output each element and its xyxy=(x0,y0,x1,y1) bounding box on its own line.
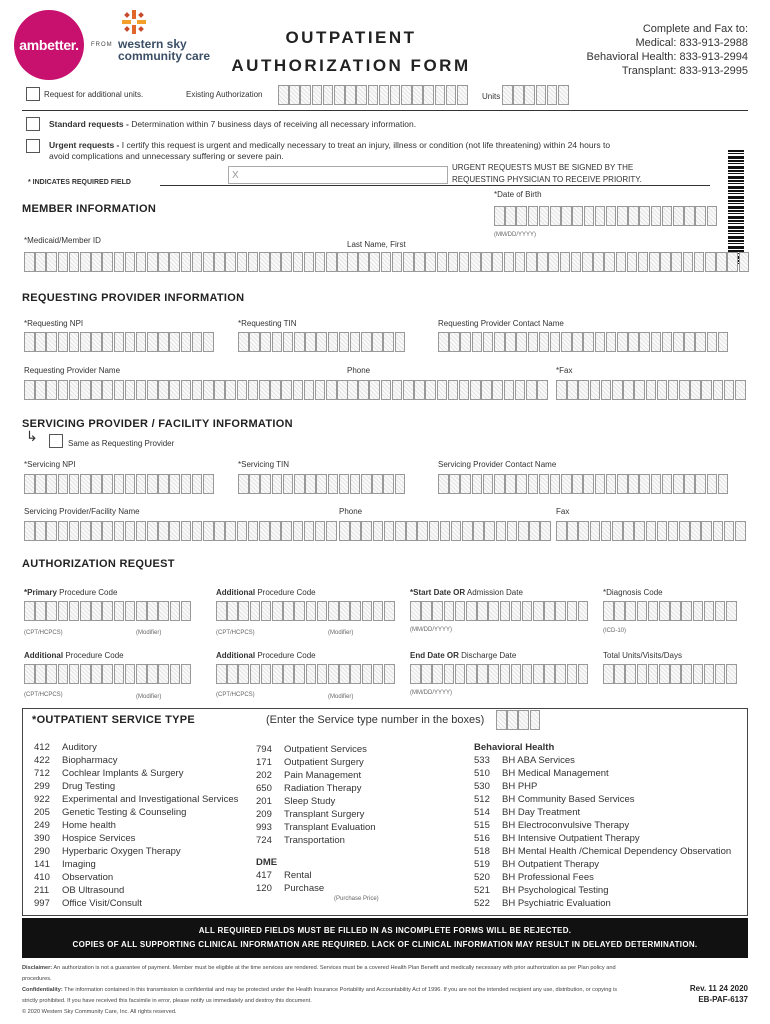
service-item xyxy=(474,897,731,910)
modifier-hint: (Modifier) xyxy=(136,630,162,636)
service-name: Office Visit/Consult xyxy=(62,898,142,909)
service-item xyxy=(256,882,324,895)
service-code: 249 xyxy=(34,820,50,831)
service-item xyxy=(474,819,731,832)
service-code: 417 xyxy=(256,870,272,881)
service-name: Sleep Study xyxy=(284,796,336,807)
servicing-fax-label: Fax xyxy=(556,507,570,516)
dob-input[interactable] xyxy=(494,206,718,226)
service-item xyxy=(474,767,731,780)
service-name: Outpatient Services xyxy=(284,744,367,755)
required-fields-banner: ALL REQUIRED FIELDS MUST BE FILLED IN AS INCOMPLETE FORMS WILL BE REJECTED. COPIES OF ALL SUPPORTING CLINICAL INFORMATION ARE REQUIRED. LACK OF CLINICAL INFORMATION MAY RESULT IN DELAYED DETERMINATION. xyxy=(22,918,748,958)
requesting-fax-input[interactable] xyxy=(556,380,746,400)
service-code: 120 xyxy=(256,883,272,894)
service-name: Biopharmacy xyxy=(62,755,118,766)
additional-procedure-label: Additional Procedure Code xyxy=(216,588,316,597)
additional-procedure-label-3: Additional Procedure Code xyxy=(216,651,316,660)
additional-units-label: Request for additional units. xyxy=(44,90,144,99)
service-code: 997 xyxy=(34,898,50,909)
service-code: 533 xyxy=(474,755,490,766)
additional-procedure-input-1[interactable] xyxy=(216,601,328,621)
servicing-fax-input[interactable] xyxy=(556,521,746,541)
service-code: 712 xyxy=(34,768,50,779)
service-item xyxy=(256,834,376,847)
servicing-provider-heading: SERVICING PROVIDER / FACILITY INFORMATION xyxy=(22,418,293,430)
standard-request-text: Standard requests - Determination within 7 business days of receiving all necessary information. xyxy=(49,119,417,129)
service-code: 724 xyxy=(256,835,272,846)
service-list-col1 xyxy=(34,741,238,910)
service-code: 410 xyxy=(34,872,50,883)
requesting-contact-input[interactable] xyxy=(438,332,729,352)
service-code: 510 xyxy=(474,768,490,779)
dob-format: (MM/DD/YYYY) xyxy=(494,232,536,238)
existing-auth-input[interactable] xyxy=(278,85,468,105)
service-name: Hospice Services xyxy=(62,833,136,844)
service-code: 412 xyxy=(34,742,50,753)
end-date-input[interactable] xyxy=(410,664,589,684)
service-name: BH Mental Health /Chemical Dependency Observation xyxy=(502,846,732,857)
existing-auth-label: Existing Authorization xyxy=(186,90,263,99)
requesting-phone-label: Phone xyxy=(347,366,371,375)
behavioral-health-heading: Behavioral Health xyxy=(474,742,555,753)
requesting-name-label: Requesting Provider Name xyxy=(24,366,121,375)
service-code: 205 xyxy=(34,807,50,818)
service-code: 521 xyxy=(474,885,490,896)
service-type-heading: *OUTPATIENT SERVICE TYPE xyxy=(32,714,196,726)
service-item xyxy=(34,819,238,832)
requesting-fax-label: *Fax xyxy=(556,366,573,375)
from-label: FROM xyxy=(91,42,113,48)
servicing-tin-input[interactable] xyxy=(238,474,406,494)
requesting-tin-input[interactable] xyxy=(238,332,406,352)
service-item xyxy=(474,858,731,871)
modifier-hint: (Modifier) xyxy=(328,630,354,636)
revision-info: Rev. 11 24 2020 EB-PAF-6137 xyxy=(689,984,748,1004)
service-name: Outpatient Surgery xyxy=(284,757,364,768)
service-code: 299 xyxy=(34,781,50,792)
service-code: 520 xyxy=(474,872,490,883)
same-as-requesting-label: Same as Requesting Provider xyxy=(68,439,175,448)
servicing-name-label: Servicing Provider/Facility Name xyxy=(24,507,140,516)
required-field-note: * INDICATES REQUIRED FIELD xyxy=(28,179,131,186)
service-item xyxy=(34,754,238,767)
cpt-hint: (CPT/HCPCS) xyxy=(24,692,63,698)
service-name: Home health xyxy=(62,820,116,831)
service-code: 422 xyxy=(34,755,50,766)
requesting-npi-label: *Requesting NPI xyxy=(24,319,84,328)
service-item xyxy=(256,795,376,808)
service-name: Transplant Surgery xyxy=(284,809,365,820)
servicing-name-input[interactable] xyxy=(24,521,337,541)
service-code: 390 xyxy=(34,833,50,844)
service-name: Rental xyxy=(284,870,312,881)
service-item xyxy=(34,871,238,884)
servicing-phone-input[interactable] xyxy=(339,521,552,541)
service-name: Purchase xyxy=(284,883,325,894)
service-name: Pain Management xyxy=(284,770,362,781)
service-item xyxy=(474,832,731,845)
service-item xyxy=(34,897,238,910)
cpt-hint: (CPT/HCPCS) xyxy=(216,630,255,636)
additional-modifier-input-3[interactable] xyxy=(328,664,395,684)
service-name: BH Professional Fees xyxy=(502,872,594,883)
service-item xyxy=(34,780,238,793)
service-item xyxy=(256,769,376,782)
service-name: BH Day Treatment xyxy=(502,807,581,818)
units-input[interactable] xyxy=(502,85,569,105)
service-item xyxy=(34,806,238,819)
service-code: 209 xyxy=(256,809,272,820)
service-code: 141 xyxy=(34,859,50,870)
service-name: BH Outpatient Therapy xyxy=(502,859,599,870)
service-name: OB Ultrasound xyxy=(62,885,125,896)
service-item xyxy=(34,858,238,871)
service-item xyxy=(34,832,238,845)
additional-modifier-input-1[interactable] xyxy=(328,601,395,621)
service-name: Imaging xyxy=(62,859,96,870)
cpt-hint: (CPT/HCPCS) xyxy=(24,630,63,636)
additional-procedure-label-2: Additional Procedure Code xyxy=(24,651,124,660)
servicing-tin-label: *Servicing TIN xyxy=(238,460,289,469)
service-item xyxy=(474,780,731,793)
service-item xyxy=(34,767,238,780)
service-type-input[interactable] xyxy=(496,710,541,730)
icd-hint: (ICD-10) xyxy=(603,628,627,634)
start-date-label: *Start Date OR Admission Date xyxy=(410,588,523,597)
modifier-hint: (Modifier) xyxy=(136,694,162,700)
service-name: Experimental and Investigational Services xyxy=(62,794,239,805)
dme-heading: DME xyxy=(256,857,278,868)
western-sky-logo-icon xyxy=(122,10,146,34)
service-item xyxy=(474,884,731,897)
fax-contact-info: Complete and Fax to: Medical: 833-913-2988 Behavioral Health: 833-913-2994 Transplant: 833-913-2995 xyxy=(586,23,748,77)
service-code: 211 xyxy=(34,885,50,896)
last-first-label: Last Name, First xyxy=(347,240,406,249)
requesting-phone-input[interactable] xyxy=(347,380,548,400)
cpt-hint: (CPT/HCPCS) xyxy=(216,692,255,698)
modifier-hint: (Modifier) xyxy=(328,694,354,700)
service-code: 993 xyxy=(256,822,272,833)
servicing-contact-label: Servicing Provider Contact Name xyxy=(438,460,557,469)
dob-label: *Date of Birth xyxy=(494,190,542,199)
service-code: 512 xyxy=(474,794,490,805)
service-name: Hyperbaric Oxygen Therapy xyxy=(62,846,181,857)
service-item xyxy=(474,871,731,884)
divider xyxy=(22,110,748,111)
date-format-hint: (MM/DD/YYYY) xyxy=(410,690,452,696)
urgent-note: URGENT REQUESTS MUST BE SIGNED BY THE REQUESTING PHYSICIAN TO RECEIVE PRIORITY. xyxy=(452,163,642,184)
service-list-col2 xyxy=(256,743,376,847)
service-item xyxy=(34,793,238,806)
service-code: 202 xyxy=(256,770,272,781)
physician-signature-field[interactable] xyxy=(228,166,448,184)
medicaid-id-label: *Medicaid/Member ID xyxy=(24,236,101,245)
end-date-label: End Date OR Discharge Date xyxy=(410,651,517,660)
requesting-name-input[interactable] xyxy=(24,380,348,400)
authorization-request-heading: AUTHORIZATION REQUEST xyxy=(22,558,175,570)
disclaimer-text: Disclaimer: An authorization is not a guarantee of payment. Member must be eligible at the time services are rendered. Services must be a covered Health Plan Benefit and medically necessary with prior authorization as per Plan policy and procedures. Confidentiality: The information contained in this transmission is confidential and may be protected under the Health Insurance Portability and Accountability Act of 1996. If you are not the intended recipient any use, distribution, or copying is strictly prohibited. If you have received this facsimile in error, please notify us immediately and destroy this document. © 2020 Western Sky Community Care, Inc. All rights reserved. xyxy=(22,965,618,1015)
service-code: 290 xyxy=(34,846,50,857)
servicing-npi-input[interactable] xyxy=(24,474,214,494)
requesting-provider-heading: REQUESTING PROVIDER INFORMATION xyxy=(22,292,245,304)
service-name: Genetic Testing & Counseling xyxy=(62,807,187,818)
additional-procedure-input-3[interactable] xyxy=(216,664,328,684)
service-code: 522 xyxy=(474,898,490,909)
service-name: BH Community Based Services xyxy=(502,794,635,805)
service-name: BH Intensive Outpatient Therapy xyxy=(502,833,640,844)
service-item xyxy=(256,756,376,769)
same-as-requesting-checkbox[interactable] xyxy=(49,434,63,448)
western-sky-logo-text: western sky community care xyxy=(118,37,211,63)
service-item xyxy=(256,821,376,834)
barcode xyxy=(728,150,744,266)
service-name: Radiation Therapy xyxy=(284,783,362,794)
service-name: BH Electroconvulsive Therapy xyxy=(502,820,630,831)
primary-procedure-label: *Primary Procedure Code xyxy=(24,588,118,597)
purchase-price-hint: (Purchase Price) xyxy=(334,896,379,902)
standard-request-checkbox[interactable] xyxy=(26,117,40,131)
service-item xyxy=(474,793,731,806)
service-name: Transplant Evaluation xyxy=(284,822,376,833)
urgent-request-text: Urgent requests - I certify this request is urgent and medically necessary to treat an injury, illness or condition (not life threatening) within 24 hours to avoid complications and unnecessary suffering or severe pain. xyxy=(49,140,611,161)
service-code: 519 xyxy=(474,859,490,870)
behavioral-health-list xyxy=(474,741,731,910)
diagnosis-code-input[interactable] xyxy=(603,601,737,621)
service-name: BH Medical Management xyxy=(502,768,609,779)
service-type-instruction: (Enter the Service type number in the boxes) xyxy=(266,714,485,726)
service-item xyxy=(256,782,376,795)
service-code: 922 xyxy=(34,794,50,805)
service-name: BH Psychological Testing xyxy=(502,885,609,896)
service-code: 530 xyxy=(474,781,490,792)
service-code: 514 xyxy=(474,807,490,818)
servicing-phone-label: Phone xyxy=(339,507,363,516)
service-item xyxy=(256,869,324,882)
service-name: BH PHP xyxy=(502,781,538,792)
service-code: 171 xyxy=(256,757,272,768)
requesting-contact-label: Requesting Provider Contact Name xyxy=(438,319,564,328)
last-first-input[interactable] xyxy=(347,252,750,272)
servicing-contact-input[interactable] xyxy=(438,474,729,494)
service-name: BH Psychiatric Evaluation xyxy=(502,898,611,909)
service-name: Observation xyxy=(62,872,114,883)
service-name: BH ABA Services xyxy=(502,755,575,766)
signature-x-mark: X xyxy=(232,170,239,181)
service-code: 201 xyxy=(256,796,272,807)
service-code: 518 xyxy=(474,846,490,857)
date-format-hint: (MM/DD/YYYY) xyxy=(410,627,452,633)
requesting-npi-input[interactable] xyxy=(24,332,214,352)
additional-procedure-input-2[interactable] xyxy=(24,664,136,684)
medicaid-id-input[interactable] xyxy=(24,252,348,272)
divider xyxy=(160,185,710,186)
total-units-input[interactable] xyxy=(603,664,737,684)
service-name: Drug Testing xyxy=(62,781,116,792)
service-name: Auditory xyxy=(62,742,97,753)
service-name: Cochlear Implants & Surgery xyxy=(62,768,184,779)
additional-units-checkbox[interactable] xyxy=(26,87,40,101)
service-item xyxy=(474,845,731,858)
urgent-request-checkbox[interactable] xyxy=(26,139,40,153)
primary-modifier-input[interactable] xyxy=(136,601,192,621)
service-item xyxy=(34,884,238,897)
service-item xyxy=(34,741,238,754)
start-date-input[interactable] xyxy=(410,601,589,621)
service-item xyxy=(34,845,238,858)
ambetter-logo: ambetter. xyxy=(14,10,84,80)
service-item xyxy=(256,743,376,756)
total-units-label: Total Units/Visits/Days xyxy=(603,651,682,660)
member-info-heading: MEMBER INFORMATION xyxy=(22,203,157,215)
service-code: 794 xyxy=(256,744,272,755)
form-title: OUTPATIENT AUTHORIZATION FORM xyxy=(231,28,471,75)
servicing-npi-label: *Servicing NPI xyxy=(24,460,76,469)
arrow-return-icon: ↳ xyxy=(26,428,38,444)
diagnosis-code-label: *Diagnosis Code xyxy=(603,588,663,597)
units-label: Units xyxy=(482,92,501,101)
service-code: 515 xyxy=(474,820,490,831)
requesting-tin-label: *Requesting TIN xyxy=(238,319,297,328)
primary-procedure-input[interactable] xyxy=(24,601,136,621)
service-item xyxy=(474,754,731,767)
service-code: 516 xyxy=(474,833,490,844)
service-code: 650 xyxy=(256,783,272,794)
additional-modifier-input-2[interactable] xyxy=(136,664,192,684)
dme-list xyxy=(256,856,324,895)
service-item xyxy=(474,806,731,819)
service-name: Transportation xyxy=(284,835,345,846)
service-item xyxy=(256,808,376,821)
